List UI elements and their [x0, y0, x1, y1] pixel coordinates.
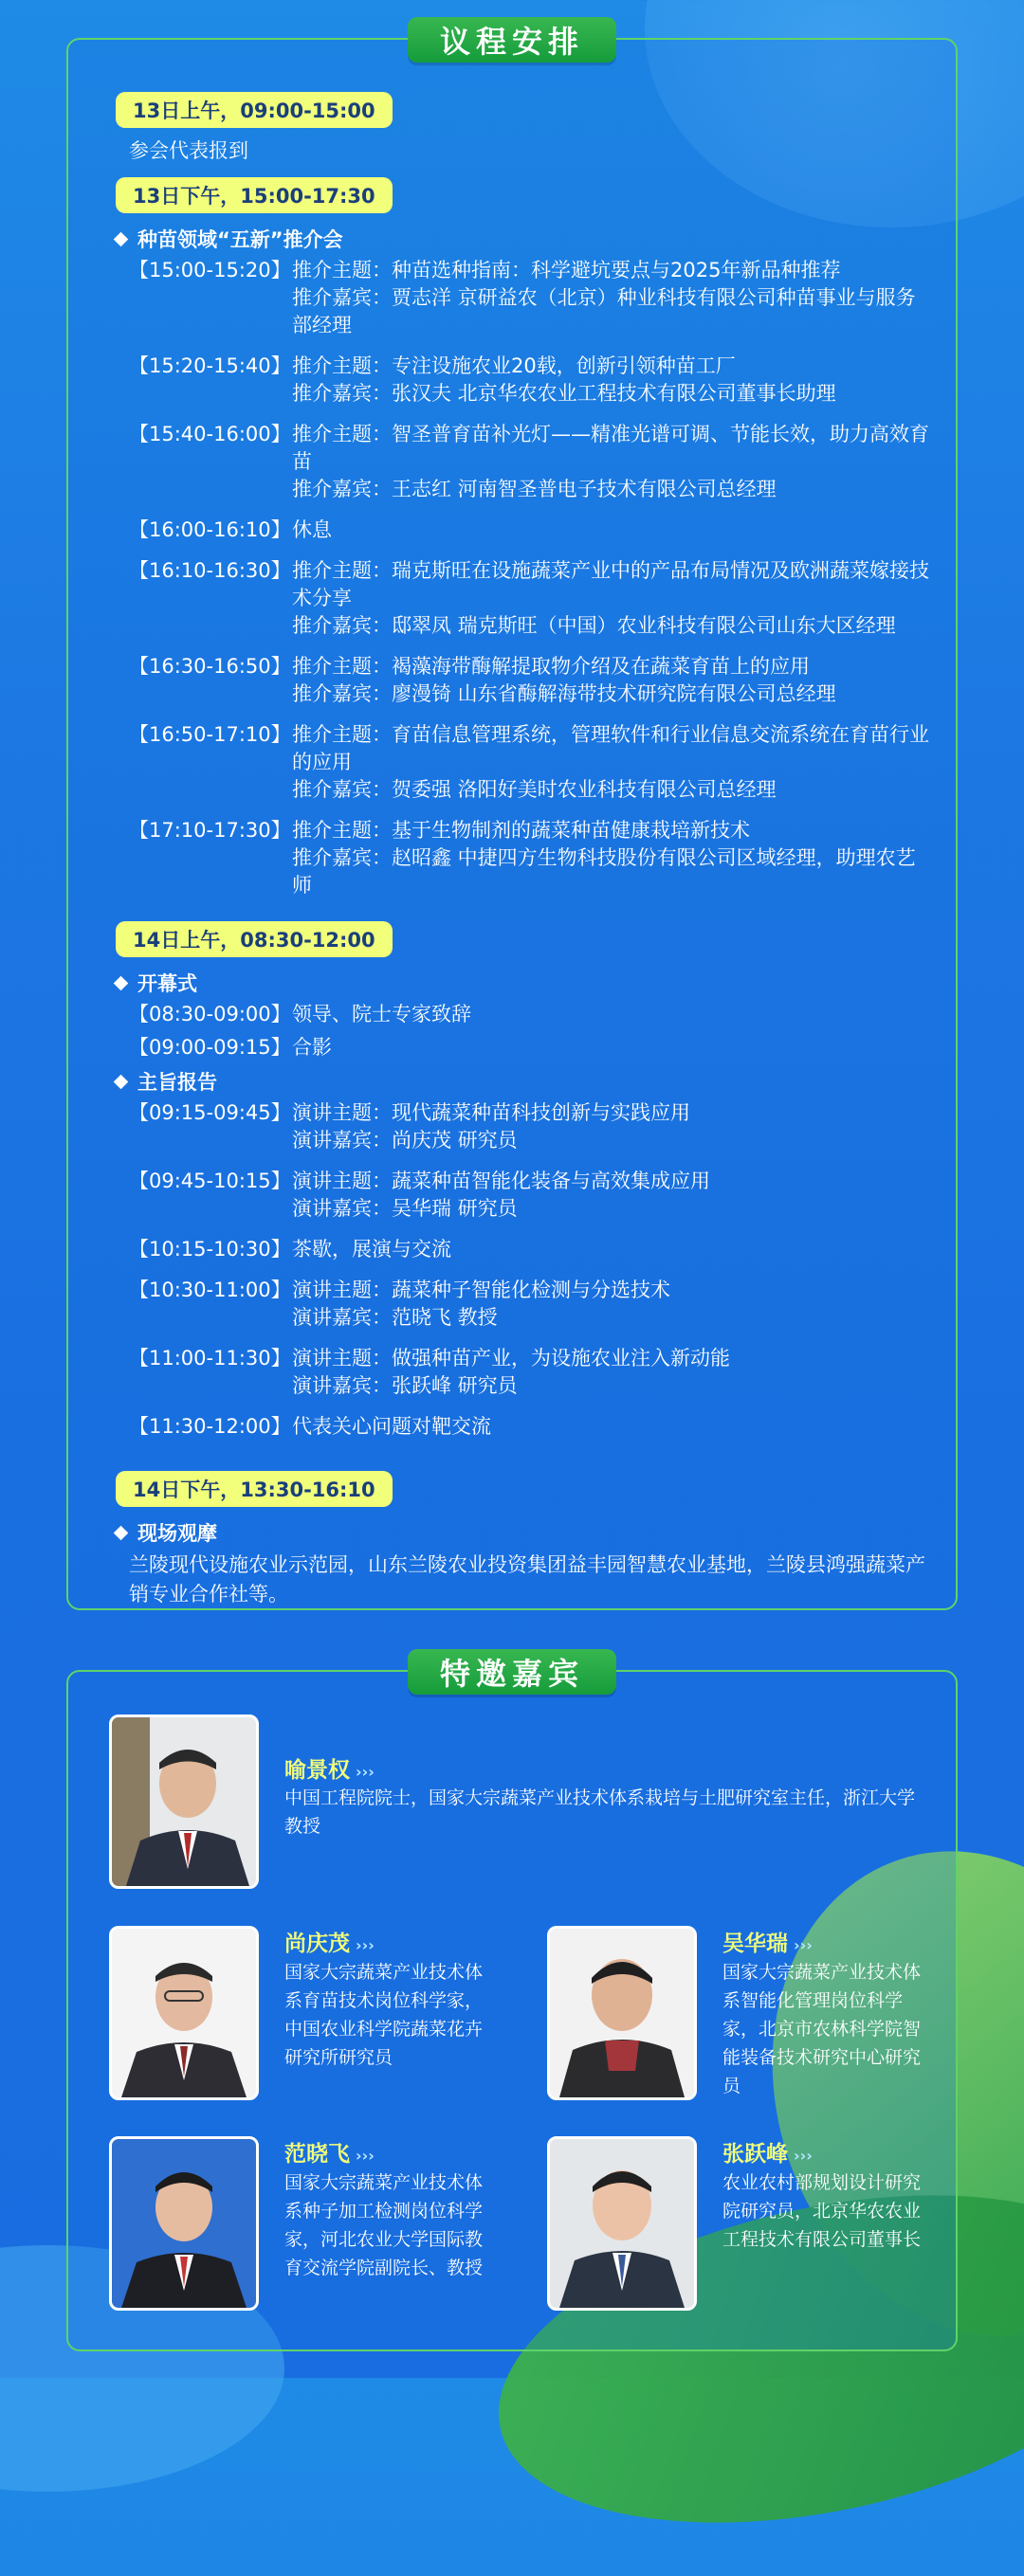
section-heading [116, 1518, 931, 1547]
agenda-text: 推介主题：褐藻海带酶解提取物介绍及在蔬菜育苗上的应用 推介嘉宾：廖漫锜 山东省酶解海带技术研究院有限公司总经理 [292, 655, 836, 705]
agenda-item [116, 1413, 931, 1441]
site-visit-text: 兰陵现代设施农业示范园，山东兰陵农业投资集团益丰园智慧农业基地，兰陵县鸿强蔬菜产销专业合作社等。 [129, 1553, 925, 1605]
agenda-item [116, 421, 931, 503]
agenda-time: 【09:00-09:15】 [129, 1036, 291, 1059]
agenda-panel [66, 24, 958, 1610]
guest-name: 张跃峰 ››› [722, 2142, 813, 2167]
portrait-image [112, 2139, 256, 2308]
agenda-text: 推介主题：瑞克斯旺在设施蔬菜产业中的产品布局情况及欧洲蔬菜嫁接技术分享 推介嘉宾：邸翠凤 瑞克斯旺（中国）农业科技有限公司山东大区经理 [292, 559, 929, 637]
section-title: 开幕式 [137, 972, 197, 995]
agenda-time: 【16:50-17:10】 [129, 723, 291, 746]
agenda-time: 【09:15-09:45】 [129, 1101, 291, 1124]
agenda-item [116, 817, 931, 899]
guests-panel [66, 1656, 958, 2351]
agenda-item [116, 653, 931, 708]
agenda-time: 【16:10-16:30】 [129, 559, 291, 582]
agenda-text: 演讲主题：蔬菜种子智能化检测与分选技术 演讲嘉宾：范晓飞 教授 [292, 1279, 670, 1329]
agenda-time: 【15:00-15:20】 [129, 259, 291, 281]
agenda-item [116, 1099, 931, 1154]
session-14-pm [116, 1471, 931, 1609]
portrait-image [550, 2139, 694, 2308]
diamond-icon [114, 231, 129, 246]
guest-description: 中国工程院院士，国家大宗蔬菜产业技术体系栽培与土肥研究室主任，浙江大学教授 [284, 1787, 916, 1837]
session-13-am [116, 92, 931, 172]
session-badge: 13日下午，15:00-17:30 [116, 177, 393, 213]
agenda-time: 【15:20-15:40】 [129, 354, 291, 377]
avatar [109, 1926, 259, 2100]
session-badge: 14日下午，13:30-16:10 [116, 1471, 393, 1507]
section-title: 主旨报告 [137, 1071, 217, 1094]
agenda-time: 【16:00-16:10】 [129, 518, 291, 541]
chevron-icon: ››› [356, 2147, 375, 2165]
agenda-item [116, 1236, 931, 1263]
agenda-item [116, 1277, 931, 1332]
section-heading [116, 969, 931, 997]
guest-description: 国家大宗蔬菜产业技术体系育苗技术岗位科学家，中国农业科学院蔬菜花卉研究所研究员 [284, 1962, 484, 2068]
agenda-item [116, 1034, 931, 1061]
agenda-text: 休息 [292, 518, 332, 541]
session-badge: 14日上午，08:30-12:00 [116, 921, 393, 957]
agenda-text: 推介主题：智圣普育苗补光灯——精准光谱可调、节能长效，助力高效育苗 推介嘉宾：王志红 河南智圣普电子技术有限公司总经理 [292, 423, 929, 500]
section-title: 种苗领域“五新”推介会 [137, 228, 343, 251]
agenda-text: 茶歇，展演与交流 [292, 1238, 451, 1261]
diamond-icon [114, 975, 129, 990]
agenda-time: 【16:30-16:50】 [129, 655, 291, 678]
agenda-item [116, 721, 931, 804]
agenda-time: 【15:40-16:00】 [129, 423, 291, 445]
agenda-time: 【11:30-12:00】 [129, 1415, 291, 1438]
avatar [109, 1714, 259, 1889]
agenda-time: 【10:15-10:30】 [129, 1238, 291, 1261]
section-heading [116, 225, 931, 253]
avatar [109, 2136, 259, 2311]
section-title: 现场观摩 [137, 1522, 217, 1545]
guest-name: 范晓飞 ››› [284, 2142, 375, 2167]
agenda-item [116, 517, 931, 544]
guests-title: 特邀嘉宾 [408, 1649, 616, 1695]
chevron-icon: ››› [356, 1936, 375, 1954]
agenda-item [116, 1168, 931, 1223]
chevron-icon: ››› [356, 1763, 375, 1781]
agenda-item [116, 557, 931, 640]
portrait-image [112, 1717, 256, 1886]
session-badge: 13日上午，09:00-15:00 [116, 92, 393, 128]
agenda-text: 推介主题：种苗选种指南：科学避坑要点与2025年新品种推荐 推介嘉宾：贾志洋 京研益农（北京）种业科技有限公司种苗事业与服务部经理 [292, 259, 916, 336]
agenda-text: 演讲主题：蔬菜种苗智能化装备与高效集成应用 演讲嘉宾：吴华瑞 研究员 [292, 1170, 710, 1220]
agenda-text: 演讲主题：现代蔬菜种苗科技创新与实践应用 演讲嘉宾：尚庆茂 研究员 [292, 1101, 690, 1152]
agenda-text: 合影 [292, 1036, 332, 1059]
guest-name: 吴华瑞 ››› [722, 1932, 813, 1956]
agenda-time: 【11:00-11:30】 [129, 1347, 291, 1370]
agenda-title: 议程安排 [408, 17, 616, 63]
chevron-icon: ››› [794, 2147, 813, 2165]
agenda-text: 推介主题：基于生物制剂的蔬菜种苗健康栽培新技术 推介嘉宾：赵昭鑫 中捷四方生物科技股份有限公司区域经理，助理农艺师 [292, 819, 916, 897]
agenda-text: 演讲主题：做强种苗产业，为设施农业注入新动能 演讲嘉宾：张跃峰 研究员 [292, 1347, 730, 1397]
guest-description: 农业农村部规划设计研究院研究员，北京华农农业工程技术有限公司董事长 [722, 2172, 922, 2250]
diamond-icon [114, 1074, 129, 1089]
guest-name: 尚庆茂 ››› [284, 1932, 375, 1956]
section-heading [116, 1067, 931, 1096]
guest-name: 喻景权 ››› [284, 1758, 375, 1783]
guest-description: 国家大宗蔬菜产业技术体系智能化管理岗位科学家，北京市农林科学院智能装备技术研究中心研究员 [722, 1962, 922, 2096]
chevron-icon: ››› [794, 1936, 813, 1954]
agenda-item [116, 1345, 931, 1400]
agenda-text: 领导、院士专家致辞 [292, 1003, 471, 1025]
diamond-icon [114, 1525, 129, 1540]
agenda-text: 推介主题：育苗信息管理系统，管理软件和行业信息交流系统在育苗行业的应用 推介嘉宾：贺委强 洛阳好美时农业科技有限公司总经理 [292, 723, 929, 801]
agenda-time: 【09:45-10:15】 [129, 1170, 291, 1192]
avatar [547, 2136, 697, 2311]
agenda-time: 【08:30-09:00】 [129, 1003, 291, 1025]
agenda-text: 推介主题：专注设施农业20载，创新引领种苗工厂 推介嘉宾：张汉夫 北京华农农业工程技术有限公司董事长助理 [292, 354, 836, 405]
agenda-text: 代表关心问题对靶交流 [292, 1415, 491, 1438]
session-note: 参会代表报到 [129, 139, 248, 162]
avatar [547, 1926, 697, 2100]
agenda-item [116, 1001, 931, 1028]
portrait-image [112, 1929, 256, 2097]
agenda-item [116, 257, 931, 339]
agenda-time: 【17:10-17:30】 [129, 819, 291, 842]
agenda-time: 【10:30-11:00】 [129, 1279, 291, 1301]
portrait-image [550, 1929, 694, 2097]
session-14-am [116, 921, 931, 1454]
session-13-pm [116, 177, 931, 913]
agenda-item [116, 353, 931, 408]
guest-description: 国家大宗蔬菜产业技术体系种子加工检测岗位科学家，河北农业大学国际教育交流学院副院长、教授 [284, 2172, 484, 2278]
